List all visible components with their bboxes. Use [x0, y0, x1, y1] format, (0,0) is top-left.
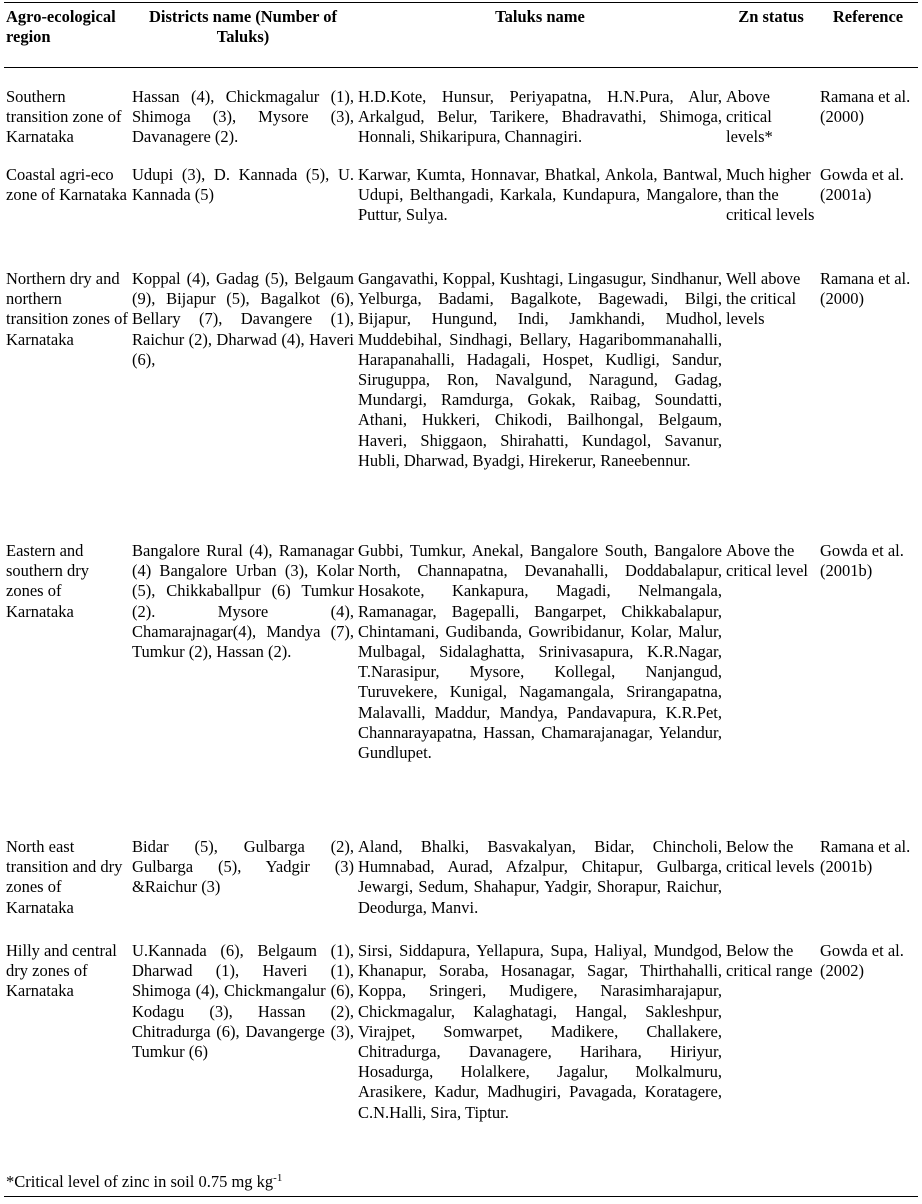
cell-reference: Ramana et al. (2001b)	[820, 837, 911, 877]
header-reference: Reference	[832, 7, 904, 26]
cell-taluks: Gubbi, Tumkur, Anekal, Bangalore South, Bangalore North, Channapatna, Devanahalli, Doddabalapur, Hosakote, Kankapura, Magadi, Nelmangala, Ramanagar, Bagepalli, Bangarpet, Chikkabalapur, Chintamani, Gudibanda, Gowribidanur, Kolar, Malur, Mulbagal, Sidalaghatta, Srinivasapura, K.R.Nagar, T.Narasipur, Mysore, Kollegal, Nanjangud, Turuvekere, Kunigal, Nagamangala, Srirangapatna, Malavalli, Maddur, Mandya, Pandavapura, K.R.Pet, Channarayapatna, Hassan, Chamarajanagar, Yelandur, Gundlupet.	[358, 541, 722, 763]
cell-taluks: Karwar, Kumta, Honnavar, Bhatkal, Ankola, Bantwal, Udupi, Belthangadi, Karkala, Kundapura, Mangalore, Puttur, Sulya.	[358, 165, 722, 225]
cell-reference: Gowda et al. (2001a)	[820, 165, 904, 205]
header-districts: Districts name (Number of Taluks)	[148, 7, 338, 47]
cell-districts: U.Kannada (6), Belgaum (1), Dharwad (1), Haveri (1), Shimoga (4), Chickmangalur (6), Kodagu (3), Hassan (2), Chitradurga (6), Davangerge (3), Tumkur (6)	[132, 941, 354, 1062]
cell-zn-status: Below the critical range	[726, 941, 813, 981]
footnote-superscript: -1	[273, 1172, 283, 1184]
cell-reference: Gowda et al. (2001b)	[820, 541, 904, 581]
cell-reference: Ramana et al. (2000)	[820, 87, 911, 127]
table-row	[4, 837, 918, 941]
header-taluks: Taluks name	[495, 7, 585, 26]
table-row	[4, 541, 918, 837]
cell-taluks: Aland, Bhalki, Basvakalyan, Bidar, Chincholi, Humnabad, Aurad, Afzalpur, Chitapur, Gulbarga, Jewargi, Sedum, Shahapur, Yadgir, Shorapur, Raichur, Deodurga, Manvi.	[358, 837, 722, 917]
table-footnote	[6, 1172, 282, 1192]
bottom-rule	[4, 1196, 918, 1197]
cell-taluks: Sirsi, Siddapura, Yellapura, Supa, Haliyal, Mundgod, Khanapur, Soraba, Hosanagar, Sagar, Thirthahalli, Koppa, Sringeri, Mudigere, Narasimharajapur, Chickmagalur, Kalaghatagi, Hangal, Sakleshpur, Virajpet, Somwarpet, Madikere, Challakere, Chitradurga, Davanagere, Harihara, Hiriyur, Hosadurga, Holalkere, Jagalur, Molkalmuru, Arasikere, Kadur, Madhugiri, Pavagada, Koratagere, C.N.Halli, Sira, Tiptur.	[358, 941, 722, 1122]
cell-region: North east transition and dry zones of Karnataka	[6, 837, 123, 917]
cell-districts: Udupi (3), D. Kannada (5), U. Kannada (5)	[132, 165, 354, 205]
cell-zn-status: Well above the critical levels	[726, 269, 801, 329]
table-row	[4, 165, 918, 269]
cell-zn-status: Below the critical levels	[726, 837, 815, 877]
cell-districts: Bangalore Rural (4), Ramanagar (4) Bangalore Urban (3), Kolar (5), Chikkaballpur (6) Tumkur (2). Mysore (4), Chamarajnagar(4), Mandya (7), Tumkur (2), Hassan (2).	[132, 541, 354, 662]
header-zn-status: Zn status	[738, 7, 804, 26]
cell-region: Eastern and southern dry zones of Karnataka	[6, 541, 89, 621]
cell-districts: Hassan (4), Chickmagalur (1), Shimoga (3), Mysore (3), Davanagere (2).	[132, 87, 354, 147]
cell-taluks: H.D.Kote, Hunsur, Periyapatna, H.N.Pura, Alur, Arkalgud, Belur, Tarikere, Bhadravathi, Shimoga, Honnali, Shikaripura, Channagiri.	[358, 87, 722, 147]
table-row	[4, 269, 918, 541]
cell-zn-status: Above critical levels*	[726, 87, 773, 147]
footnote-text: *Critical level of zinc in soil 0.75 mg kg	[6, 1172, 274, 1191]
cell-districts: Koppal (4), Gadag (5), Belgaum (9), Bijapur (5), Bagalkot (6), Bellary (7), Davangere (1), Raichur (2), Dharwad (4), Haveri (6),	[132, 269, 354, 369]
cell-reference: Gowda et al. (2002)	[820, 941, 904, 981]
cell-zn-status: Much higher than the critical levels	[726, 165, 815, 225]
cell-region: Coastal agri-eco zone of Karnataka	[6, 165, 127, 205]
cell-taluks: Gangavathi, Koppal, Kushtagi, Lingasugur, Sindhanur, Yelburga, Badami, Bagalkote, Bagewadi, Bilgi, Bijapur, Hungund, Indi, Jamkhandi, Mudhol, Muddebihal, Sindhagi, Bellary, Hagaribommanahalli, Harapanahalli, Hadagali, Hospet, Kudligi, Sandur, Siruguppa, Ron, Navalgund, Naragund, Gadag, Mundargi, Ramdurga, Gokak, Raibag, Soundatti, Athani, Hukkeri, Chikodi, Bailhongal, Belgaum, Haveri, Shiggaon, Shirahatti, Kundagol, Savanur, Hubli, Dharwad, Byadgi, Hirekerur, Raneebennur.	[358, 269, 722, 470]
cell-districts: Bidar (5), Gulbarga (2), Gulbarga (5), Yadgir (3) &Raichur (3)	[132, 837, 354, 897]
cell-zn-status: Above the critical level	[726, 541, 808, 581]
table-row	[4, 941, 918, 1171]
header-region: Agro-ecological region	[6, 7, 116, 47]
table-header-row	[4, 3, 918, 71]
cell-region: Hilly and central dry zones of Karnataka	[6, 941, 117, 1001]
table-row	[4, 71, 918, 165]
cell-region: Northern dry and northern transition zones of Karnataka	[6, 269, 128, 349]
zinc-status-table	[4, 3, 918, 1171]
cell-region: Southern transition zone of Karnataka	[6, 87, 122, 147]
cell-reference: Ramana et al. (2000)	[820, 269, 911, 309]
